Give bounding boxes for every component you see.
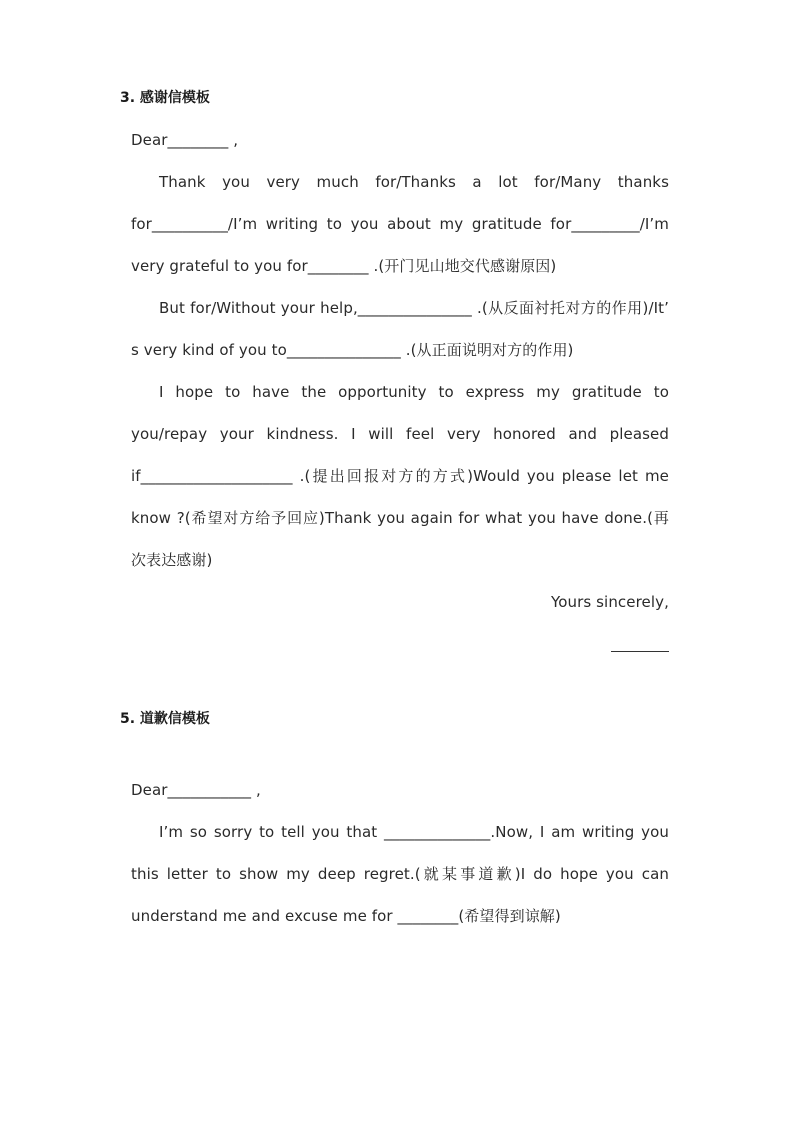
section-3-line: s very kind of you to_______________ .(从正面说明对方的作用)	[131, 341, 574, 359]
section-3-line: I hope to have the opportunity to express my gratitude to	[159, 383, 669, 401]
section-5-salutation: Dear___________ ,	[131, 781, 261, 799]
section-5-line: I’m so sorry to tell you that ______________.Now, I am writing you	[159, 823, 669, 841]
section-3-line: for__________/I’m writing to you about my gratitude for_________/I’m	[131, 215, 669, 233]
section-5-line: understand me and excuse me for ________(希望得到谅解)	[131, 907, 561, 925]
section-3-line: Thank you very much for/Thanks a lot for/Many thanks	[159, 173, 669, 191]
section-3-line: But for/Without your help,_______________ .(从反面衬托对方的作用)/It’	[159, 299, 669, 317]
section-3-line: 次表达感谢)	[131, 551, 213, 569]
section-3-line: know ?(希望对方给予回应)Thank you again for what you have done.(再	[131, 509, 669, 527]
section-3-heading: 3. 感谢信模板	[120, 90, 210, 106]
section-3-closing: Yours sincerely,	[550, 593, 669, 611]
section-5-heading: 5. 道歉信模板	[120, 711, 210, 727]
section-3-line: very grateful to you for________ .(开门见山地交代感谢原因)	[131, 257, 557, 275]
signature-blank-line	[611, 651, 669, 652]
section-5-line: this letter to show my deep regret.(就某事道歉)I do hope you can	[131, 865, 669, 883]
section-3-line: you/repay your kindness. I will feel very honored and pleased	[131, 425, 669, 443]
section-3-salutation: Dear________ ,	[131, 131, 239, 149]
section-3-line: if____________________ .(提出回报对方的方式)Would you please let me	[131, 467, 669, 485]
